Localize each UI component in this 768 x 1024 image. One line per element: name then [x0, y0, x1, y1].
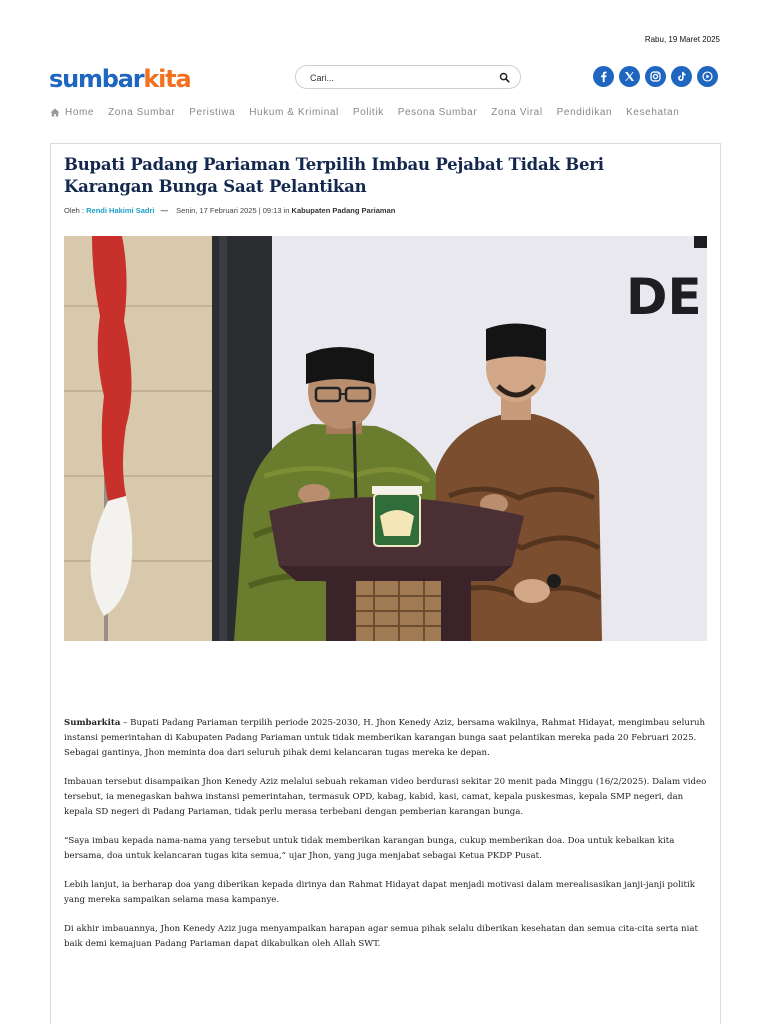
nav-item-pesona-sumbar[interactable]: Pesona Sumbar: [397, 107, 478, 118]
article-photo: [64, 236, 707, 641]
instagram-icon[interactable]: [645, 66, 666, 87]
article-paragraph-1: [64, 716, 709, 761]
facebook-icon[interactable]: [593, 66, 614, 87]
tiktok-icon[interactable]: [671, 66, 692, 87]
article-paragraph-5: Di akhir imbauannya, Jhon Kenedy Aziz juga menyampaikan harapan agar semua pihak selalu diberikan kesehatan dan semua cita-cita serta niat baik demi kemajuan Padang Pariaman dapat dikabulkan oleh Allah SWT.: [64, 924, 698, 949]
site-header: [0, 60, 768, 96]
article-body: [64, 716, 709, 966]
by-label: Oleh :: [64, 206, 85, 215]
youtube-icon[interactable]: [697, 66, 718, 87]
article-paragraph-2: Imbauan tersebut disampaikan Jhon Kenedy Aziz melalui sebuah rekaman video berdurasi sekitar 20 menit pada Minggu (16/2/2025). Dalam video tersebut, ia menegaskan bahwa instansi pemerintahan, termasuk OPD, kabag, kabid, kasi, camat, kepala puskesmas, kepala SMP negeri, dan kepala SD negeri di Padang Pariaman, tidak perlu merasa terbebani dengan pemberian karangan bunga.: [64, 777, 707, 817]
search-input[interactable]: [310, 70, 490, 85]
nav-item-peristiwa[interactable]: Peristiwa: [189, 107, 236, 118]
article-paragraph-4: Lebih lanjut, ia berharap doa yang diberikan kepada dirinya dan Rahmat Hidayat dapat menjadi motivasi dalam merealisasikan janji-janji politik yang mereka sampaikan selama masa kampanye.: [64, 880, 695, 905]
home-icon: [50, 108, 60, 117]
nav-item-politik[interactable]: Politik: [352, 107, 384, 118]
x-twitter-icon[interactable]: [619, 66, 640, 87]
article-meta: [64, 206, 395, 215]
author-link[interactable]: Rendi Hakimi Sadri: [86, 206, 155, 215]
social-links: [593, 66, 718, 87]
nav-item-hukum-kriminal[interactable]: Hukum & Kriminal: [249, 107, 339, 118]
article-card: [50, 143, 721, 1024]
nav-item-zona-sumbar[interactable]: Zona Sumbar: [108, 107, 176, 118]
article-paragraph-1-text: – Bupati Padang Pariaman terpilih periode 2025-2030, H. Jhon Kenedy Aziz, bersama wakilnya, Rahmat Hidayat, mengimbau seluruh instansi pemerintahan di Kabupaten Padang Pariaman untuk tidak memberikan karangan bunga saat pelantikan mereka pada 20 Februari 2025. Sebagai gantinya, Jhon meminta doa dari seluruh pihak demi kelancaran tugas mereka ke depan.: [64, 718, 706, 758]
nav-item-pendidikan[interactable]: Pendidikan: [556, 107, 613, 118]
header-date: Rabu, 19 Maret 2025: [644, 35, 720, 44]
article-paragraph-3: “Saya imbau kepada nama-nama yang tersebut untuk tidak memberikan karangan bunga, cukup memberikan doa. Doa untuk kebaikan kita bersama, doa untuk kelancaran tugas kita semua,” ujar Jhon, yang juga menjabat sebagai Ketua PKDP Pusat.: [64, 836, 675, 861]
in-label: in: [283, 206, 290, 215]
article-lead: Sumbarkita: [64, 718, 121, 728]
article-title: Bupati Padang Pariaman Terpilih Imbau Pejabat Tidak Beri Karangan Bunga Saat Pelantikan: [64, 155, 604, 196]
sign-text: DE: [626, 268, 702, 326]
article-date: Senin, 17 Februari 2025 | 09:13: [176, 206, 282, 215]
logo-part-sumbar: sumbar: [49, 65, 144, 93]
nav-item-kesehatan[interactable]: Kesehatan: [626, 107, 680, 118]
site-logo[interactable]: [49, 65, 190, 93]
nav-item-label: Home: [65, 107, 95, 118]
logo-part-kita: kita: [143, 65, 191, 93]
search-icon[interactable]: [499, 72, 510, 83]
main-nav: [50, 107, 693, 118]
search-box: [295, 65, 521, 89]
nav-item-zona-viral[interactable]: Zona Viral: [491, 107, 543, 118]
category-link[interactable]: Kabupaten Padang Pariaman: [291, 206, 396, 215]
photo-illustration: [64, 236, 707, 641]
nav-item-home[interactable]: [50, 107, 94, 118]
meta-dash: —: [160, 206, 169, 215]
